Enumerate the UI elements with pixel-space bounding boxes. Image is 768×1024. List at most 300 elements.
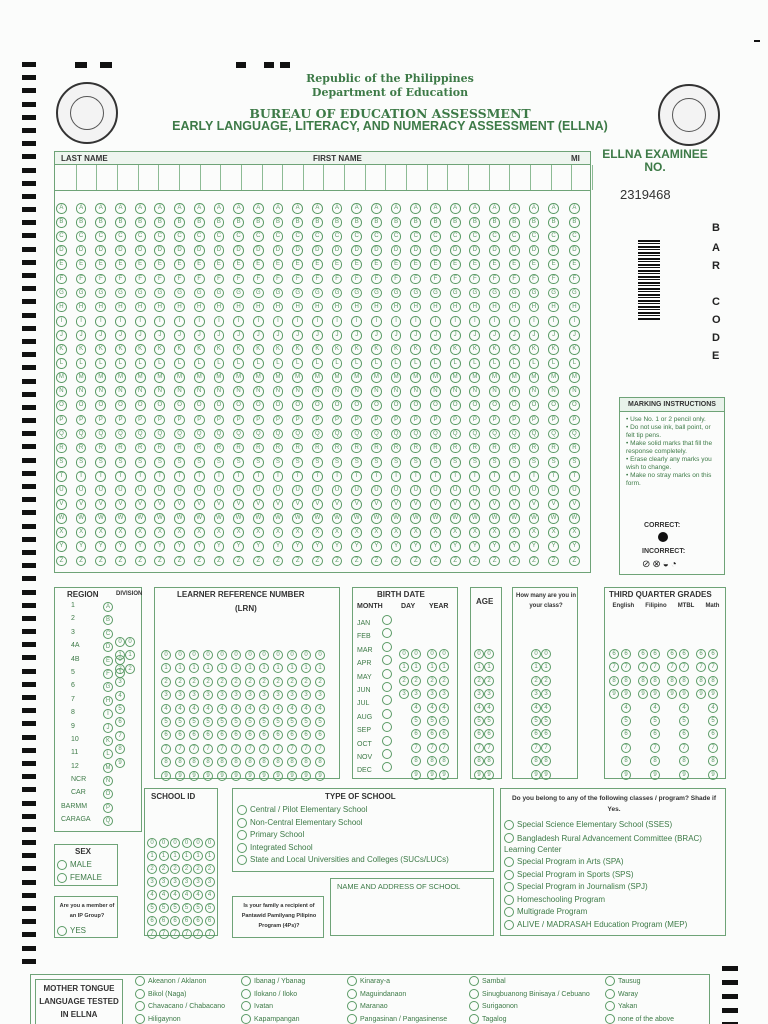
letter-bubble[interactable]: E xyxy=(450,259,461,270)
letter-bubble[interactable]: S xyxy=(569,457,580,468)
letter-bubble[interactable]: U xyxy=(214,485,225,496)
class-bubble[interactable]: 5 xyxy=(531,716,541,726)
letter-bubble[interactable]: R xyxy=(253,443,264,454)
mother-tongue-option-bubble[interactable] xyxy=(469,976,479,986)
day-year-bubble[interactable]: 9 xyxy=(427,770,437,780)
letter-bubble[interactable]: E xyxy=(233,259,244,270)
letter-bubble[interactable]: O xyxy=(135,400,146,411)
letter-bubble[interactable]: I xyxy=(569,316,580,327)
lrn-bubble[interactable]: 0 xyxy=(231,650,241,660)
letter-bubble[interactable]: K xyxy=(509,344,520,355)
letter-bubble[interactable]: W xyxy=(489,513,500,524)
grade-bubble[interactable]: 6 xyxy=(621,649,631,659)
region-item[interactable] xyxy=(59,749,111,762)
letter-bubble[interactable]: M xyxy=(548,372,559,383)
class-bubble[interactable]: 0 xyxy=(541,649,551,659)
letter-bubble[interactable]: C xyxy=(489,231,500,242)
letter-bubble[interactable]: F xyxy=(529,274,540,285)
month-option[interactable] xyxy=(357,642,392,655)
mother-tongue-option-bubble[interactable] xyxy=(347,989,357,999)
letter-bubble[interactable]: V xyxy=(56,499,67,510)
letter-bubble[interactable]: K xyxy=(76,344,87,355)
letter-bubble[interactable]: O xyxy=(469,400,480,411)
letter-bubble[interactable]: B xyxy=(469,217,480,228)
lrn-bubble[interactable]: 4 xyxy=(175,704,185,714)
lrn-bubble[interactable]: 4 xyxy=(161,704,171,714)
school-id-bubble[interactable]: 7 xyxy=(182,929,192,939)
grade-bubble[interactable]: 7 xyxy=(708,662,718,672)
letter-bubble[interactable]: B xyxy=(56,217,67,228)
school-id-bubble[interactable]: 7 xyxy=(159,929,169,939)
month-option[interactable] xyxy=(357,628,392,641)
letter-bubble[interactable]: P xyxy=(174,415,185,426)
letter-bubble[interactable]: F xyxy=(76,274,87,285)
lrn-bubble[interactable]: 1 xyxy=(175,663,185,673)
lrn-bubble[interactable]: 5 xyxy=(175,717,185,727)
lrn-bubble[interactable]: 0 xyxy=(175,650,185,660)
school-id-bubble[interactable]: 3 xyxy=(205,877,215,887)
letter-bubble[interactable]: R xyxy=(332,443,343,454)
school-id-bubble[interactable]: 7 xyxy=(205,929,215,939)
letter-bubble[interactable]: R xyxy=(76,443,87,454)
letter-bubble[interactable]: A xyxy=(194,203,205,214)
day-year-bubble[interactable]: 1 xyxy=(399,662,409,672)
letter-bubble[interactable]: D xyxy=(469,245,480,256)
letter-bubble[interactable]: G xyxy=(391,288,402,299)
grade-bubble[interactable]: 6 xyxy=(679,729,689,739)
letter-bubble[interactable]: Y xyxy=(115,541,126,552)
grade-bubble[interactable]: 4 xyxy=(679,703,689,713)
letter-bubble[interactable]: X xyxy=(233,527,244,538)
letter-bubble[interactable]: S xyxy=(430,457,441,468)
letter-bubble[interactable]: F xyxy=(371,274,382,285)
letter-bubble[interactable]: T xyxy=(233,471,244,482)
month-bubble[interactable] xyxy=(382,682,392,692)
school-id-bubble[interactable]: 2 xyxy=(147,864,157,874)
letter-bubble[interactable]: K xyxy=(233,344,244,355)
school-id-bubble[interactable]: 5 xyxy=(159,903,169,913)
letter-bubble[interactable]: W xyxy=(371,513,382,524)
letter-bubble[interactable]: Y xyxy=(332,541,343,552)
letter-bubble[interactable]: S xyxy=(135,457,146,468)
age-bubble[interactable]: 5 xyxy=(484,716,494,726)
letter-bubble[interactable]: K xyxy=(548,344,559,355)
letter-bubble[interactable]: I xyxy=(312,316,323,327)
letter-bubble[interactable]: K xyxy=(292,344,303,355)
letter-bubble[interactable]: F xyxy=(569,274,580,285)
letter-bubble[interactable]: E xyxy=(292,259,303,270)
letter-bubble[interactable]: O xyxy=(76,400,87,411)
letter-bubble[interactable]: K xyxy=(391,344,402,355)
letter-bubble[interactable]: A xyxy=(214,203,225,214)
class-bubble[interactable]: 4 xyxy=(541,703,551,713)
lrn-bubble[interactable]: 0 xyxy=(273,650,283,660)
mother-tongue-option[interactable] xyxy=(241,1001,273,1011)
letter-bubble[interactable]: E xyxy=(214,259,225,270)
grade-bubble[interactable]: 7 xyxy=(679,662,689,672)
lrn-bubble[interactable]: 3 xyxy=(273,690,283,700)
lrn-bubble[interactable]: 9 xyxy=(245,771,255,781)
school-id-bubble[interactable]: 4 xyxy=(182,890,192,900)
lrn-bubble[interactable]: 7 xyxy=(259,744,269,754)
program-list[interactable] xyxy=(504,820,720,932)
mother-tongue-option-bubble[interactable] xyxy=(605,1001,615,1011)
letter-bubble[interactable]: F xyxy=(233,274,244,285)
letter-bubble[interactable]: L xyxy=(332,358,343,369)
day-year-bubble[interactable]: 4 xyxy=(439,703,449,713)
letter-bubble[interactable]: S xyxy=(292,457,303,468)
letter-bubble[interactable]: F xyxy=(430,274,441,285)
letter-bubble[interactable]: H xyxy=(548,302,559,313)
letter-bubble[interactable]: U xyxy=(391,485,402,496)
letter-bubble[interactable]: L xyxy=(115,358,126,369)
letter-bubble[interactable]: M xyxy=(56,372,67,383)
letter-bubble[interactable]: J xyxy=(174,330,185,341)
letter-bubble[interactable]: H xyxy=(529,302,540,313)
month-option[interactable] xyxy=(357,669,392,682)
school-id-bubble[interactable]: 1 xyxy=(193,851,203,861)
letter-bubble[interactable]: M xyxy=(95,372,106,383)
letter-bubble[interactable]: Z xyxy=(312,556,323,567)
letter-bubble[interactable]: X xyxy=(214,527,225,538)
letter-bubble[interactable]: G xyxy=(273,288,284,299)
grade-bubble[interactable]: 6 xyxy=(650,729,660,739)
letter-bubble[interactable]: J xyxy=(76,330,87,341)
letter-bubble[interactable]: Q xyxy=(154,429,165,440)
region-item[interactable] xyxy=(59,682,111,695)
letter-bubble[interactable]: W xyxy=(410,513,421,524)
letter-bubble[interactable]: H xyxy=(273,302,284,313)
mother-tongue-option[interactable] xyxy=(347,976,390,986)
letter-bubble[interactable]: J xyxy=(410,330,421,341)
region-item[interactable] xyxy=(59,763,111,776)
lrn-bubble[interactable]: 3 xyxy=(161,690,171,700)
letter-bubble[interactable]: Z xyxy=(76,556,87,567)
letter-bubble[interactable]: Y xyxy=(450,541,461,552)
school-id-bubble[interactable]: 4 xyxy=(170,890,180,900)
letter-bubble[interactable]: F xyxy=(332,274,343,285)
day-year-bubble[interactable]: 3 xyxy=(411,689,421,699)
lrn-bubble[interactable]: 8 xyxy=(273,757,283,767)
lrn-bubble[interactable]: 3 xyxy=(189,690,199,700)
letter-bubble[interactable]: I xyxy=(253,316,264,327)
mother-tongue-option[interactable] xyxy=(135,1001,225,1011)
letter-bubble[interactable]: P xyxy=(469,415,480,426)
age-bubble[interactable]: 7 xyxy=(474,743,484,753)
grade-bubble[interactable]: 6 xyxy=(696,649,706,659)
letter-bubble[interactable]: V xyxy=(154,499,165,510)
letter-bubble[interactable]: B xyxy=(273,217,284,228)
letter-bubble[interactable]: G xyxy=(410,288,421,299)
lrn-bubble[interactable]: 7 xyxy=(189,744,199,754)
letter-bubble[interactable]: Z xyxy=(253,556,264,567)
letter-bubble[interactable]: C xyxy=(569,231,580,242)
letter-bubble[interactable]: W xyxy=(273,513,284,524)
lrn-bubble[interactable]: 1 xyxy=(301,663,311,673)
letter-bubble[interactable]: T xyxy=(569,471,580,482)
lrn-bubble[interactable]: 4 xyxy=(273,704,283,714)
lrn-bubble[interactable]: 6 xyxy=(175,730,185,740)
letter-bubble[interactable]: I xyxy=(430,316,441,327)
letter-bubble[interactable]: N xyxy=(489,386,500,397)
letter-bubble[interactable]: H xyxy=(253,302,264,313)
letter-bubble[interactable]: J xyxy=(391,330,402,341)
letter-bubble[interactable]: Y xyxy=(371,541,382,552)
school-id-bubble[interactable]: 0 xyxy=(205,838,215,848)
letter-bubble[interactable]: E xyxy=(569,259,580,270)
letter-bubble[interactable]: S xyxy=(529,457,540,468)
letter-bubble[interactable]: P xyxy=(312,415,323,426)
letter-bubble[interactable]: B xyxy=(312,217,323,228)
lrn-bubble[interactable]: 3 xyxy=(231,690,241,700)
letter-bubble[interactable]: G xyxy=(76,288,87,299)
region-bubble[interactable]: A xyxy=(103,602,113,612)
month-option[interactable] xyxy=(357,615,392,628)
lrn-bubble[interactable]: 0 xyxy=(189,650,199,660)
letter-bubble[interactable]: O xyxy=(194,400,205,411)
letter-bubble[interactable]: H xyxy=(509,302,520,313)
grade-bubble[interactable]: 8 xyxy=(679,676,689,686)
letter-bubble[interactable]: P xyxy=(430,415,441,426)
day-year-bubbles[interactable] xyxy=(399,642,451,776)
letter-bubble[interactable]: S xyxy=(548,457,559,468)
lrn-bubble[interactable]: 2 xyxy=(245,677,255,687)
school-type-option-bubble[interactable] xyxy=(237,805,247,815)
letter-bubble[interactable]: Q xyxy=(391,429,402,440)
letter-bubble[interactable]: L xyxy=(569,358,580,369)
letter-bubble[interactable]: S xyxy=(194,457,205,468)
letter-bubble[interactable]: W xyxy=(95,513,106,524)
division-bubble[interactable]: 4 xyxy=(115,691,125,701)
letter-bubble[interactable]: F xyxy=(391,274,402,285)
grade-bubble[interactable]: 8 xyxy=(638,676,648,686)
age-bubble[interactable]: 6 xyxy=(484,729,494,739)
lrn-bubble[interactable]: 2 xyxy=(217,677,227,687)
letter-bubble[interactable]: I xyxy=(450,316,461,327)
school-address-box[interactable] xyxy=(330,878,494,936)
school-id-bubble[interactable]: 6 xyxy=(193,916,203,926)
division-bubble[interactable]: 8 xyxy=(115,744,125,754)
lrn-bubble[interactable]: 9 xyxy=(301,771,311,781)
letter-bubble[interactable]: F xyxy=(469,274,480,285)
mother-tongue-option-bubble[interactable] xyxy=(241,976,251,986)
letter-bubble[interactable]: O xyxy=(548,400,559,411)
letter-bubble[interactable]: Q xyxy=(410,429,421,440)
lrn-bubble[interactable]: 9 xyxy=(161,771,171,781)
grade-bubble[interactable]: 8 xyxy=(708,676,718,686)
lrn-bubble[interactable]: 3 xyxy=(203,690,213,700)
month-option[interactable] xyxy=(357,749,392,762)
grade-bubble[interactable]: 6 xyxy=(708,729,718,739)
region-item[interactable] xyxy=(59,669,111,682)
letter-bubble[interactable]: I xyxy=(154,316,165,327)
letter-bubble[interactable]: B xyxy=(95,217,106,228)
grade-bubble[interactable]: 4 xyxy=(708,703,718,713)
lrn-bubble[interactable]: 5 xyxy=(287,717,297,727)
letter-bubble[interactable]: G xyxy=(292,288,303,299)
letter-bubble[interactable]: P xyxy=(95,415,106,426)
age-bubble[interactable]: 9 xyxy=(474,770,484,780)
letter-bubble[interactable]: J xyxy=(56,330,67,341)
letter-bubble[interactable]: D xyxy=(154,245,165,256)
grade-bubble[interactable]: 7 xyxy=(638,662,648,672)
letter-bubble[interactable]: Q xyxy=(450,429,461,440)
letter-bubble[interactable]: O xyxy=(312,400,323,411)
letter-bubble[interactable]: Z xyxy=(174,556,185,567)
letter-bubble[interactable]: U xyxy=(194,485,205,496)
letter-bubble[interactable]: S xyxy=(391,457,402,468)
lrn-bubble[interactable]: 0 xyxy=(301,650,311,660)
grade-bubble[interactable]: 7 xyxy=(696,662,706,672)
lrn-bubble[interactable]: 1 xyxy=(315,663,325,673)
letter-bubble[interactable]: N xyxy=(253,386,264,397)
letter-bubble[interactable]: I xyxy=(76,316,87,327)
letter-bubble[interactable]: X xyxy=(115,527,126,538)
letter-bubble[interactable]: Z xyxy=(430,556,441,567)
letter-bubble[interactable]: J xyxy=(548,330,559,341)
school-id-bubble[interactable]: 2 xyxy=(159,864,169,874)
letter-bubble[interactable]: T xyxy=(253,471,264,482)
letter-bubble[interactable]: G xyxy=(509,288,520,299)
letter-bubble[interactable]: M xyxy=(253,372,264,383)
letter-bubble[interactable]: B xyxy=(351,217,362,228)
region-item[interactable] xyxy=(59,776,111,789)
lrn-bubble[interactable]: 8 xyxy=(259,757,269,767)
mother-tongue-option-bubble[interactable] xyxy=(241,1014,251,1024)
age-bubble[interactable]: 7 xyxy=(484,743,494,753)
mother-tongue-option-bubble[interactable] xyxy=(135,1001,145,1011)
letter-bubble[interactable]: V xyxy=(115,499,126,510)
letter-bubble[interactable]: H xyxy=(233,302,244,313)
region-item[interactable] xyxy=(59,816,111,829)
letter-bubble[interactable]: V xyxy=(253,499,264,510)
mother-tongue-option[interactable] xyxy=(135,1014,181,1024)
letter-bubble[interactable]: A xyxy=(548,203,559,214)
letter-bubble[interactable]: F xyxy=(154,274,165,285)
day-year-bubble[interactable]: 8 xyxy=(411,756,421,766)
letter-bubble[interactable]: T xyxy=(174,471,185,482)
division-bubble[interactable]: 9 xyxy=(115,758,125,768)
day-year-bubble[interactable]: 5 xyxy=(427,716,437,726)
letter-bubble[interactable]: Y xyxy=(292,541,303,552)
letter-bubble[interactable]: J xyxy=(469,330,480,341)
letter-bubble[interactable]: R xyxy=(371,443,382,454)
letter-bubble[interactable]: V xyxy=(273,499,284,510)
letter-bubble[interactable]: E xyxy=(371,259,382,270)
letter-bubble[interactable]: X xyxy=(569,527,580,538)
letter-bubble[interactable]: A xyxy=(95,203,106,214)
letter-bubble[interactable]: E xyxy=(95,259,106,270)
letter-bubble[interactable]: G xyxy=(253,288,264,299)
letter-bubble[interactable]: B xyxy=(569,217,580,228)
letter-bubble[interactable]: P xyxy=(233,415,244,426)
letter-bubble[interactable]: A xyxy=(292,203,303,214)
school-id-bubble[interactable]: 4 xyxy=(159,890,169,900)
letter-bubble[interactable]: Y xyxy=(430,541,441,552)
lrn-bubble[interactable]: 9 xyxy=(203,771,213,781)
day-year-bubble[interactable]: 2 xyxy=(411,676,421,686)
age-bubble[interactable]: 8 xyxy=(484,756,494,766)
region-item[interactable] xyxy=(59,736,111,749)
letter-bubble[interactable]: Y xyxy=(56,541,67,552)
month-bubble[interactable] xyxy=(382,722,392,732)
division-bubble[interactable]: 1 xyxy=(115,650,125,660)
letter-bubble[interactable]: M xyxy=(489,372,500,383)
letter-bubble[interactable]: Y xyxy=(154,541,165,552)
letter-bubble[interactable]: T xyxy=(351,471,362,482)
letter-bubble[interactable]: I xyxy=(115,316,126,327)
letter-bubble[interactable]: E xyxy=(76,259,87,270)
letter-bubble[interactable]: E xyxy=(154,259,165,270)
lrn-bubble[interactable]: 2 xyxy=(231,677,241,687)
letter-bubble[interactable]: O xyxy=(253,400,264,411)
letter-bubble[interactable]: C xyxy=(292,231,303,242)
letter-bubble[interactable]: K xyxy=(430,344,441,355)
lrn-bubble[interactable]: 5 xyxy=(301,717,311,727)
letter-bubble[interactable]: N xyxy=(430,386,441,397)
letter-bubble[interactable]: E xyxy=(273,259,284,270)
letter-bubble[interactable]: L xyxy=(174,358,185,369)
lrn-bubble[interactable]: 7 xyxy=(175,744,185,754)
letter-bubble[interactable]: Z xyxy=(194,556,205,567)
lrn-bubble[interactable]: 2 xyxy=(315,677,325,687)
lrn-bubble[interactable]: 7 xyxy=(203,744,213,754)
letter-bubble[interactable]: E xyxy=(115,259,126,270)
region-bubble[interactable]: J xyxy=(103,723,113,733)
region-bubble[interactable]: Q xyxy=(103,816,113,826)
letter-bubble[interactable]: W xyxy=(509,513,520,524)
letter-bubble[interactable]: I xyxy=(135,316,146,327)
lrn-bubble[interactable]: 4 xyxy=(245,704,255,714)
letter-bubble[interactable]: M xyxy=(312,372,323,383)
letter-bubble[interactable]: S xyxy=(509,457,520,468)
letter-bubble[interactable]: M xyxy=(174,372,185,383)
letter-bubble[interactable]: H xyxy=(351,302,362,313)
letter-bubble[interactable]: A xyxy=(450,203,461,214)
school-id-bubble[interactable]: 6 xyxy=(170,916,180,926)
letter-bubble[interactable]: I xyxy=(371,316,382,327)
letter-bubble[interactable]: P xyxy=(332,415,343,426)
day-year-bubble[interactable]: 5 xyxy=(411,716,421,726)
letter-bubble[interactable]: N xyxy=(135,386,146,397)
letter-bubble[interactable]: N xyxy=(76,386,87,397)
letter-bubble[interactable]: C xyxy=(509,231,520,242)
letter-bubble[interactable]: E xyxy=(529,259,540,270)
letter-bubble[interactable]: O xyxy=(56,400,67,411)
letter-bubble[interactable]: M xyxy=(509,372,520,383)
letter-bubble[interactable]: N xyxy=(569,386,580,397)
letter-bubble[interactable]: M xyxy=(391,372,402,383)
lrn-bubble[interactable]: 7 xyxy=(231,744,241,754)
letter-bubble[interactable]: U xyxy=(95,485,106,496)
letter-bubble[interactable]: B xyxy=(76,217,87,228)
program-option[interactable] xyxy=(504,882,720,892)
letter-bubble[interactable]: M xyxy=(351,372,362,383)
letter-bubble[interactable]: J xyxy=(312,330,323,341)
mother-tongue-option-bubble[interactable] xyxy=(605,976,615,986)
letter-bubble[interactable]: C xyxy=(351,231,362,242)
letter-bubble[interactable]: R xyxy=(450,443,461,454)
letter-bubble[interactable]: R xyxy=(430,443,441,454)
letter-bubble[interactable]: C xyxy=(214,231,225,242)
grade-bubble[interactable]: 9 xyxy=(667,689,677,699)
letter-bubble[interactable]: N xyxy=(115,386,126,397)
school-id-bubble[interactable]: 5 xyxy=(193,903,203,913)
mother-tongue-option[interactable] xyxy=(469,1014,507,1024)
letter-bubble[interactable]: I xyxy=(391,316,402,327)
sex-option-bubble[interactable] xyxy=(57,873,67,883)
letter-bubble[interactable]: R xyxy=(273,443,284,454)
